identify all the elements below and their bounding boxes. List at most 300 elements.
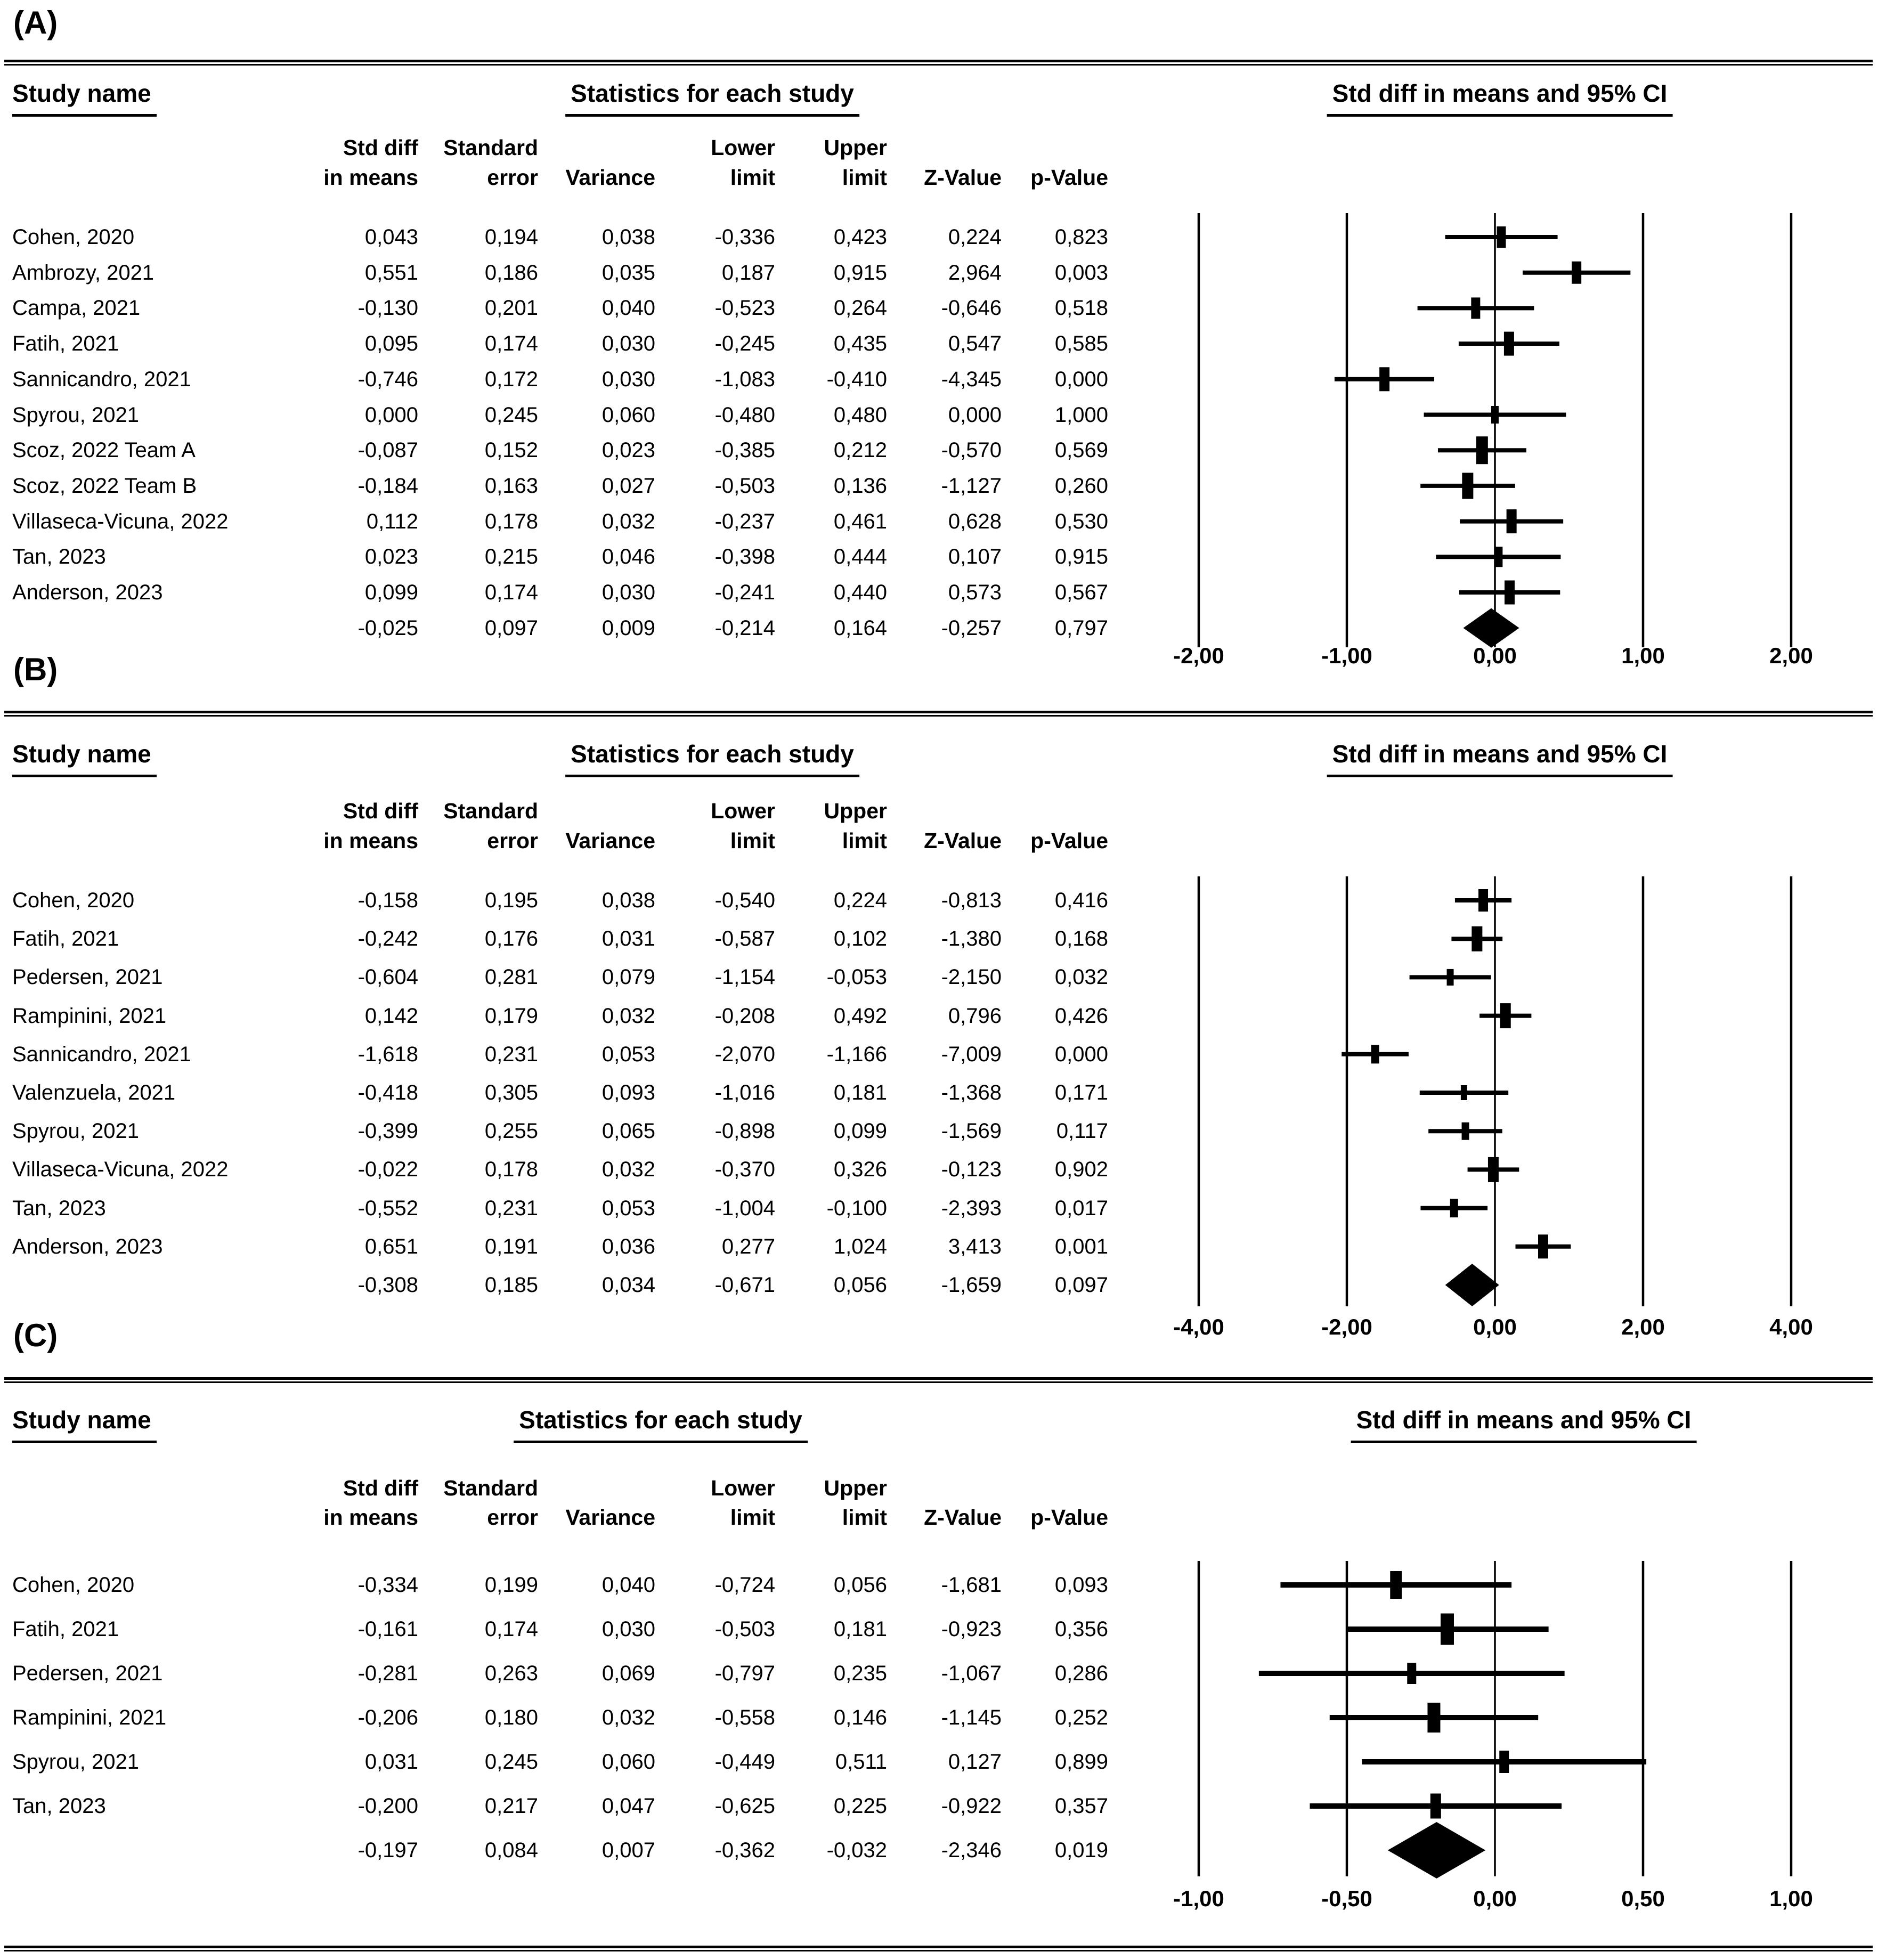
axis-tick-label: -4,00 — [1173, 1314, 1224, 1339]
stat-value-cell: -0,480 — [714, 403, 775, 427]
stat-value-cell: 0,235 — [833, 1662, 887, 1685]
effect-size-square — [1462, 1123, 1469, 1140]
stat-value-cell: -1,067 — [941, 1662, 1002, 1685]
column-header: Standard — [443, 799, 538, 823]
stat-value-cell: 0,277 — [721, 1235, 775, 1258]
panel-label: (C) — [13, 1317, 58, 1353]
plot-header: Std diff in means and 95% CI — [1351, 1405, 1697, 1443]
column-header: Upper — [824, 799, 887, 823]
column-header: limit — [730, 1505, 775, 1530]
stat-value-cell: -0,197 — [357, 1839, 418, 1862]
panel-label: (A) — [13, 5, 58, 40]
stat-value-cell: -2,070 — [714, 1043, 775, 1066]
study-name-cell: Spyrou, 2021 — [12, 1750, 139, 1774]
stat-value-cell: 0,217 — [484, 1794, 538, 1818]
stat-value-cell: 0,030 — [601, 368, 655, 391]
plot-header: Std diff in means and 95% CI — [1327, 739, 1673, 777]
effect-size-square — [1450, 1199, 1458, 1217]
stat-value-cell: -0,671 — [714, 1273, 775, 1297]
stat-value-cell: -7,009 — [941, 1043, 1002, 1066]
study-name-cell: Anderson, 2023 — [12, 1235, 163, 1258]
stat-value-cell: 0,069 — [601, 1662, 655, 1685]
column-header: limit — [730, 165, 775, 190]
stat-value-cell: 0,060 — [601, 1750, 655, 1774]
stat-value-cell: 0,056 — [833, 1573, 887, 1597]
column-header: Z-Value — [924, 1505, 1002, 1530]
column-header: limit — [842, 165, 887, 190]
stat-value-cell: 0,046 — [601, 545, 655, 568]
study-name-cell: Valenzuela, 2021 — [12, 1081, 176, 1104]
study-name-cell: Cohen, 2020 — [12, 1573, 135, 1597]
stat-value-cell: 0,030 — [601, 332, 655, 355]
stat-value-cell: 0,186 — [484, 261, 538, 284]
stat-value-cell: 0,152 — [484, 438, 538, 462]
study-name-cell: Fatih, 2021 — [12, 332, 119, 355]
effect-size-square — [1538, 1234, 1548, 1258]
stat-value-cell: 0,093 — [1054, 1573, 1108, 1597]
stat-value-cell: 0,032 — [601, 1158, 655, 1181]
stat-value-cell: -0,523 — [714, 296, 775, 320]
stat-value-cell: -0,503 — [714, 1617, 775, 1641]
study-name-header: Study name — [12, 79, 157, 117]
stat-value-cell: -1,681 — [941, 1573, 1002, 1597]
stat-value-cell: 0,174 — [484, 332, 538, 355]
stat-value-cell: -4,345 — [941, 368, 1002, 391]
stat-value-cell: 0,628 — [948, 510, 1002, 533]
stat-value-cell: 0,056 — [833, 1273, 887, 1297]
stat-value-cell: -0,281 — [357, 1662, 418, 1685]
stat-value-cell: 0,043 — [364, 225, 418, 249]
axis-tick-label: -2,00 — [1321, 1314, 1372, 1339]
effect-size-square — [1427, 1703, 1440, 1733]
stat-value-cell: 0,245 — [484, 1750, 538, 1774]
stat-value-cell: 0,796 — [948, 1004, 1002, 1028]
column-header: in means — [323, 1505, 418, 1530]
study-name-cell: Spyrou, 2021 — [12, 1119, 139, 1143]
effect-size-square — [1471, 926, 1482, 951]
stat-value-cell: 0,181 — [833, 1081, 887, 1104]
stat-value-cell: 0,264 — [833, 296, 887, 320]
stat-value-cell: 0,181 — [833, 1617, 887, 1641]
study-name-cell: Fatih, 2021 — [12, 927, 119, 950]
stat-value-cell: -0,237 — [714, 510, 775, 533]
stat-value-cell: 0,079 — [601, 965, 655, 989]
stat-value-cell: -0,158 — [357, 889, 418, 912]
stat-value-cell: 0,231 — [484, 1197, 538, 1220]
effect-size-square — [1572, 262, 1581, 284]
study-name-cell: Scoz, 2022 Team B — [12, 474, 197, 498]
stat-value-cell: 0,511 — [835, 1750, 887, 1774]
stat-value-cell: 0,007 — [601, 1839, 655, 1862]
stat-value-cell: 0,461 — [833, 510, 887, 533]
effect-size-square — [1441, 1614, 1454, 1645]
panel-label: (B) — [13, 652, 58, 687]
stat-value-cell: 0,117 — [1056, 1119, 1108, 1143]
stat-value-cell: 0,444 — [833, 545, 887, 568]
column-header: Std diff — [343, 799, 418, 823]
stat-value-cell: 0,902 — [1054, 1158, 1108, 1181]
stat-value-cell: 0,823 — [1054, 225, 1108, 249]
stat-value-cell: 0,171 — [1054, 1081, 1108, 1104]
axis-tick-label: 0,50 — [1621, 1886, 1665, 1911]
stat-value-cell: -0,923 — [941, 1617, 1002, 1641]
stat-value-cell: -0,022 — [357, 1158, 418, 1181]
stat-value-cell: 0,567 — [1054, 581, 1108, 604]
study-name-cell: Cohen, 2020 — [12, 889, 135, 912]
stat-value-cell: 0,027 — [601, 474, 655, 498]
effect-size-square — [1462, 473, 1473, 499]
column-header: Variance — [565, 165, 655, 190]
stat-value-cell: -1,368 — [941, 1081, 1002, 1104]
column-header: Variance — [565, 1505, 655, 1530]
stat-value-cell: 0,480 — [833, 403, 887, 427]
column-header: error — [487, 165, 538, 190]
stats-header: Statistics for each study — [565, 79, 859, 117]
stat-value-cell: -1,083 — [714, 368, 775, 391]
column-header: p-Value — [1030, 165, 1108, 190]
effect-size-square — [1407, 1663, 1416, 1684]
stat-value-cell: -0,370 — [714, 1158, 775, 1181]
stat-value-cell: 0,426 — [1054, 1004, 1108, 1028]
stat-value-cell: 0,416 — [1054, 889, 1108, 912]
study-name-cell: Tan, 2023 — [12, 1794, 106, 1818]
stat-value-cell: -0,241 — [714, 581, 775, 604]
stat-value-cell: 0,547 — [948, 332, 1002, 355]
study-name-cell: Ambrozy, 2021 — [12, 261, 155, 284]
study-name-cell: Tan, 2023 — [12, 1197, 106, 1220]
column-header: Std diff — [343, 1476, 418, 1500]
stat-value-cell: 0,102 — [833, 927, 887, 950]
stat-value-cell: 0,569 — [1054, 438, 1108, 462]
stat-value-cell: -0,032 — [826, 1839, 887, 1862]
stat-value-cell: -0,570 — [941, 438, 1002, 462]
stat-value-cell: 0,281 — [484, 965, 538, 989]
stat-value-cell: 0,000 — [948, 403, 1002, 427]
stat-value-cell: 0,095 — [364, 332, 418, 355]
stat-value-cell: 0,107 — [948, 545, 1002, 568]
stat-value-cell: -0,053 — [826, 965, 887, 989]
stat-value-cell: -0,558 — [714, 1706, 775, 1729]
stat-value-cell: 0,356 — [1054, 1617, 1108, 1641]
stat-value-cell: -0,449 — [714, 1750, 775, 1774]
effect-size-square — [1491, 406, 1499, 424]
stat-value-cell: 0,187 — [721, 261, 775, 284]
stat-value-cell: 0,112 — [366, 510, 418, 533]
stat-value-cell: -0,208 — [714, 1004, 775, 1028]
stats-header: Statistics for each study — [565, 739, 859, 777]
stat-value-cell: -0,123 — [941, 1158, 1002, 1181]
stat-value-cell: 0,255 — [484, 1119, 538, 1143]
forest-panel-B — [1173, 876, 1813, 1339]
stat-value-cell: -0,587 — [714, 927, 775, 950]
axis-tick-label: 0,00 — [1473, 1886, 1517, 1911]
bottom-rule — [4, 1946, 1873, 1951]
stat-value-cell: 0,142 — [364, 1004, 418, 1028]
summary-diamond — [1445, 1264, 1499, 1306]
study-name-cell: Spyrou, 2021 — [12, 403, 139, 427]
forest-panel-A — [1173, 213, 1813, 668]
stat-value-cell: -1,569 — [941, 1119, 1002, 1143]
axis-tick-label: -0,50 — [1321, 1886, 1372, 1911]
stat-value-cell: 0,163 — [484, 474, 538, 498]
study-name-header: Study name — [12, 739, 157, 777]
effect-size-square — [1500, 1003, 1511, 1028]
stat-value-cell: 0,423 — [833, 225, 887, 249]
stat-value-cell: 0,040 — [601, 296, 655, 320]
stat-value-cell: 0,435 — [833, 332, 887, 355]
stat-value-cell: 0,326 — [833, 1158, 887, 1181]
study-name-cell: Villaseca-Vicuna, 2022 — [12, 510, 229, 533]
stat-value-cell: -0,161 — [357, 1617, 418, 1641]
axis-tick-label: 4,00 — [1769, 1314, 1813, 1339]
effect-size-square — [1379, 367, 1389, 391]
stat-value-cell: 0,178 — [484, 510, 538, 533]
stat-value-cell: -0,308 — [357, 1273, 418, 1297]
stats-header: Statistics for each study — [514, 1405, 808, 1443]
stat-value-cell: -1,145 — [941, 1706, 1002, 1729]
effect-size-square — [1371, 1045, 1379, 1063]
forest-panel-C — [1173, 1561, 1813, 1911]
stat-value-cell: 0,065 — [601, 1119, 655, 1143]
stat-value-cell: -0,604 — [357, 965, 418, 989]
effect-size-square — [1430, 1794, 1441, 1819]
stat-value-cell: -0,418 — [357, 1081, 418, 1104]
stat-value-cell: 0,179 — [484, 1004, 538, 1028]
stat-value-cell: 0,199 — [484, 1573, 538, 1597]
axis-tick-label: 2,00 — [1621, 1314, 1665, 1339]
column-header: Z-Value — [924, 828, 1002, 853]
column-header: Variance — [565, 828, 655, 853]
stat-value-cell: 0,000 — [364, 403, 418, 427]
stat-value-cell: 0,215 — [484, 545, 538, 568]
stat-value-cell: 0,194 — [484, 225, 538, 249]
column-header: Lower — [711, 799, 775, 823]
stat-value-cell: 0,263 — [484, 1662, 538, 1685]
study-name-cell: Pedersen, 2021 — [12, 1662, 163, 1685]
effect-size-square — [1447, 969, 1454, 986]
stat-value-cell: -0,724 — [714, 1573, 775, 1597]
stat-value-cell: 0,245 — [484, 403, 538, 427]
axis-tick-label: 1,00 — [1621, 643, 1665, 668]
stat-value-cell: -0,797 — [714, 1662, 775, 1685]
stat-value-cell: 1,000 — [1054, 403, 1108, 427]
stat-value-cell: 0,286 — [1054, 1662, 1108, 1685]
stat-value-cell: 0,573 — [948, 581, 1002, 604]
stat-value-cell: -2,346 — [941, 1839, 1002, 1862]
stat-value-cell: 0,146 — [833, 1706, 887, 1729]
stat-value-cell: 3,413 — [948, 1235, 1002, 1258]
stat-value-cell: -1,659 — [941, 1273, 1002, 1297]
stat-value-cell: -2,150 — [941, 965, 1002, 989]
stat-value-cell: 0,001 — [1054, 1235, 1108, 1258]
stat-value-cell: 0,031 — [601, 927, 655, 950]
stat-value-cell: -0,410 — [826, 368, 887, 391]
effect-size-square — [1505, 581, 1515, 605]
stat-value-cell: -1,016 — [714, 1081, 775, 1104]
study-name-cell: Sannicandro, 2021 — [12, 368, 191, 391]
stat-value-cell: 0,797 — [1054, 616, 1108, 640]
stat-value-cell: -0,362 — [714, 1839, 775, 1862]
stat-value-cell: 0,136 — [833, 474, 887, 498]
stat-value-cell: 0,038 — [601, 889, 655, 912]
axis-tick-label: 0,00 — [1473, 643, 1517, 668]
stat-value-cell: 0,019 — [1054, 1839, 1108, 1862]
stat-value-cell: -0,385 — [714, 438, 775, 462]
stat-value-cell: -0,336 — [714, 225, 775, 249]
column-header: Lower — [711, 135, 775, 160]
stat-value-cell: 0,915 — [1054, 545, 1108, 568]
stat-value-cell: 0,440 — [833, 581, 887, 604]
study-name-cell: Tan, 2023 — [12, 545, 106, 568]
stat-value-cell: 0,651 — [364, 1235, 418, 1258]
effect-size-square — [1497, 226, 1506, 248]
summary-diamond — [1464, 608, 1519, 648]
column-header: Upper — [824, 135, 887, 160]
stat-value-cell: -0,625 — [714, 1794, 775, 1818]
study-name-cell: Villaseca-Vicuna, 2022 — [12, 1158, 229, 1181]
column-header: Upper — [824, 1476, 887, 1500]
stat-value-cell: -0,200 — [357, 1794, 418, 1818]
stat-value-cell: 0,032 — [601, 1706, 655, 1729]
stat-value-cell: 0,530 — [1054, 510, 1108, 533]
stat-value-cell: 0,178 — [484, 1158, 538, 1181]
stat-value-cell: 0,518 — [1054, 296, 1108, 320]
stat-value-cell: 0,097 — [484, 616, 538, 640]
stat-value-cell: -0,746 — [357, 368, 418, 391]
effect-size-square — [1461, 1085, 1467, 1100]
stat-value-cell: 0,168 — [1054, 927, 1108, 950]
effect-size-square — [1471, 297, 1480, 319]
column-header: Standard — [443, 1476, 538, 1500]
axis-tick-label: -2,00 — [1173, 643, 1224, 668]
column-header: limit — [730, 828, 775, 853]
study-name-cell: Fatih, 2021 — [12, 1617, 119, 1641]
stat-value-cell: 0,492 — [833, 1004, 887, 1028]
stat-value-cell: 0,260 — [1054, 474, 1108, 498]
stat-value-cell: 0,224 — [948, 225, 1002, 249]
effect-size-square — [1499, 1751, 1509, 1773]
stat-value-cell: -0,184 — [357, 474, 418, 498]
stat-value-cell: -1,154 — [714, 965, 775, 989]
column-header: limit — [842, 1505, 887, 1530]
stat-value-cell: 0,030 — [601, 1617, 655, 1641]
stat-value-cell: 0,000 — [1054, 1043, 1108, 1066]
study-name-header: Study name — [12, 1405, 157, 1443]
effect-size-square — [1478, 889, 1488, 912]
stat-value-cell: 0,040 — [601, 1573, 655, 1597]
stat-value-cell: 0,034 — [601, 1273, 655, 1297]
stat-value-cell: 0,127 — [948, 1750, 1002, 1774]
stat-value-cell: 0,172 — [484, 368, 538, 391]
stat-value-cell: -0,130 — [357, 296, 418, 320]
stat-value-cell: 0,060 — [601, 403, 655, 427]
stat-value-cell: -0,813 — [941, 889, 1002, 912]
axis-tick-label: -1,00 — [1173, 1886, 1224, 1911]
stat-value-cell: 0,017 — [1054, 1197, 1108, 1220]
column-header: in means — [323, 165, 418, 190]
stat-value-cell: -1,618 — [357, 1043, 418, 1066]
column-header: p-Value — [1030, 1505, 1108, 1530]
study-name-cell: Cohen, 2020 — [12, 225, 135, 249]
stat-value-cell: 0,174 — [484, 581, 538, 604]
stat-value-cell: -0,646 — [941, 296, 1002, 320]
effect-size-square — [1507, 509, 1517, 533]
effect-size-square — [1488, 1157, 1499, 1182]
stat-value-cell: 0,551 — [364, 261, 418, 284]
axis-tick-label: -1,00 — [1321, 643, 1372, 668]
stat-value-cell: 0,023 — [364, 545, 418, 568]
effect-size-square — [1494, 547, 1502, 567]
effect-size-square — [1504, 332, 1514, 356]
stat-value-cell: -0,025 — [357, 616, 418, 640]
summary-diamond — [1388, 1822, 1485, 1878]
stat-value-cell: -0,087 — [357, 438, 418, 462]
axis-tick-label: 2,00 — [1769, 643, 1813, 668]
stat-value-cell: 0,191 — [484, 1235, 538, 1258]
stat-value-cell: 0,003 — [1054, 261, 1108, 284]
stat-value-cell: 0,231 — [484, 1043, 538, 1066]
column-header: Standard — [443, 135, 538, 160]
stat-value-cell: 0,053 — [601, 1043, 655, 1066]
stat-value-cell: 0,164 — [833, 616, 887, 640]
stat-value-cell: 0,252 — [1054, 1706, 1108, 1729]
stat-value-cell: 0,180 — [484, 1706, 538, 1729]
stat-value-cell: -0,552 — [357, 1197, 418, 1220]
study-name-cell: Sannicandro, 2021 — [12, 1043, 191, 1066]
stat-value-cell: -0,540 — [714, 889, 775, 912]
stat-value-cell: -1,380 — [941, 927, 1002, 950]
stat-value-cell: 0,047 — [601, 1794, 655, 1818]
stat-value-cell: 0,023 — [601, 438, 655, 462]
stat-value-cell: -0,503 — [714, 474, 775, 498]
stat-value-cell: 0,195 — [484, 889, 538, 912]
stat-value-cell: -0,399 — [357, 1119, 418, 1143]
stat-value-cell: 0,201 — [484, 296, 538, 320]
stat-value-cell: 0,093 — [601, 1081, 655, 1104]
stat-value-cell: -0,100 — [826, 1197, 887, 1220]
study-name-cell: Rampinini, 2021 — [12, 1004, 167, 1028]
stat-value-cell: 0,176 — [484, 927, 538, 950]
stat-value-cell: 0,099 — [364, 581, 418, 604]
stat-value-cell: 0,053 — [601, 1197, 655, 1220]
column-header: Lower — [711, 1476, 775, 1500]
stat-value-cell: -0,398 — [714, 545, 775, 568]
stat-value-cell: -2,393 — [941, 1197, 1002, 1220]
stat-value-cell: -1,166 — [826, 1043, 887, 1066]
stat-value-cell: -0,242 — [357, 927, 418, 950]
study-name-cell: Rampinini, 2021 — [12, 1706, 167, 1729]
stat-value-cell: 0,036 — [601, 1235, 655, 1258]
column-header: error — [487, 1505, 538, 1530]
stat-value-cell: 0,357 — [1054, 1794, 1108, 1818]
column-header: in means — [323, 828, 418, 853]
stat-value-cell: -0,334 — [357, 1573, 418, 1597]
stat-value-cell: 0,084 — [484, 1839, 538, 1862]
stat-value-cell: 0,000 — [1054, 368, 1108, 391]
stat-value-cell: 0,225 — [833, 1794, 887, 1818]
stat-value-cell: -1,127 — [941, 474, 1002, 498]
stat-value-cell: 0,032 — [601, 510, 655, 533]
stat-value-cell: 0,099 — [833, 1119, 887, 1143]
stat-value-cell: 1,024 — [833, 1235, 887, 1258]
stat-value-cell: -0,898 — [714, 1119, 775, 1143]
stat-value-cell: 0,031 — [364, 1750, 418, 1774]
column-header: error — [487, 828, 538, 853]
stat-value-cell: -0,206 — [357, 1706, 418, 1729]
stat-value-cell: 0,097 — [1054, 1273, 1108, 1297]
stat-value-cell: -0,245 — [714, 332, 775, 355]
stat-value-cell: 0,038 — [601, 225, 655, 249]
